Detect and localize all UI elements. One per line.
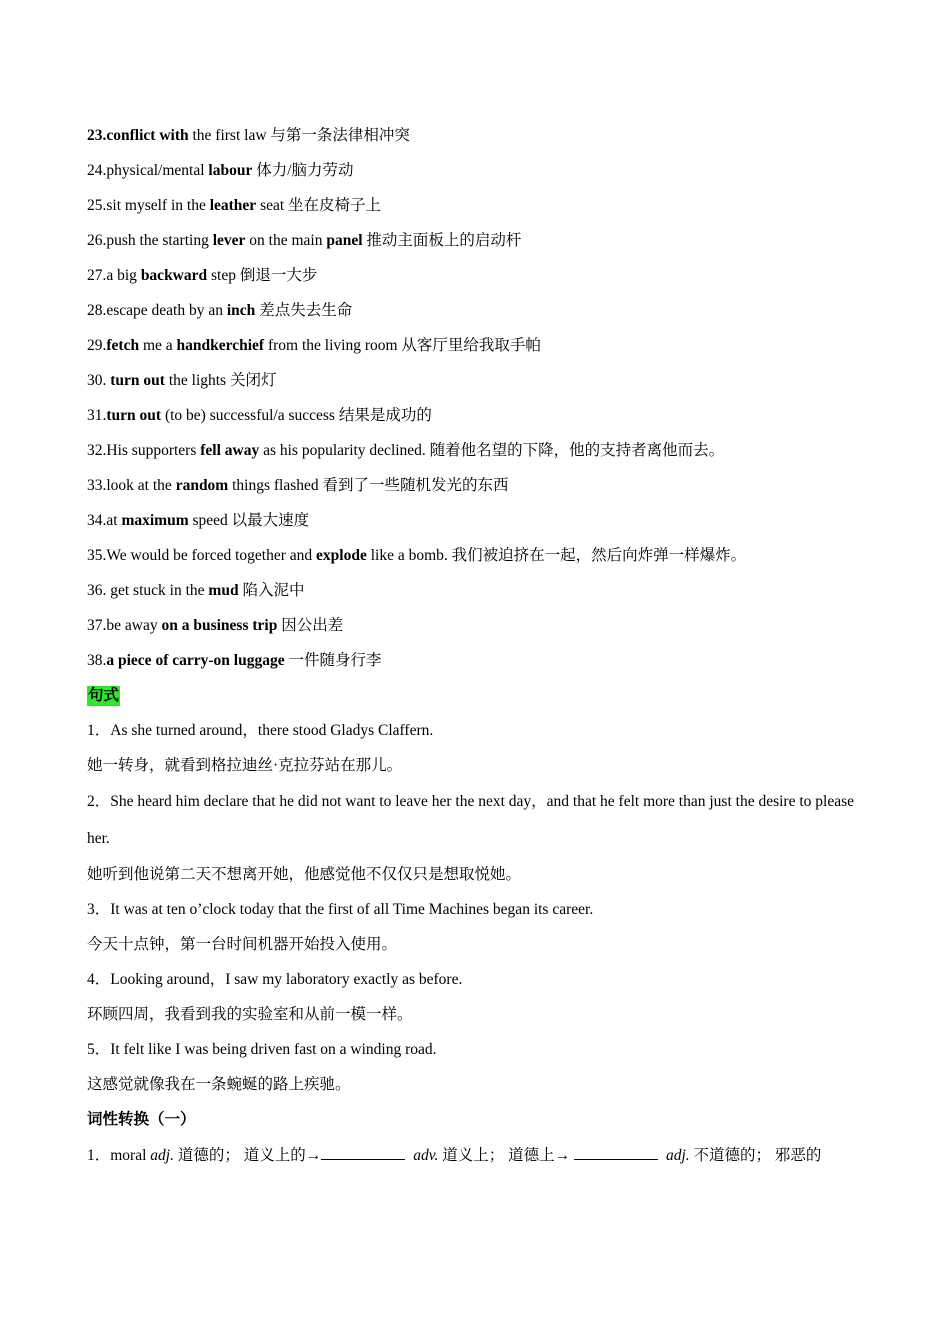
phrase-text: 33.look at the — [87, 477, 176, 494]
phrase-keyword: maximum — [121, 512, 189, 529]
phrase-keyword: turn out — [110, 372, 165, 389]
sentence-en: 5．It felt like I was being driven fast on a winding road. — [87, 1041, 437, 1058]
phrase-keyword: fell away — [200, 442, 260, 459]
phrase-keyword: inch — [226, 302, 256, 319]
wordform-heading: 词性转换（一） — [87, 1111, 196, 1128]
sentence-zh: 这感觉就像我在一条蜿蜒的路上疾驰。 — [87, 1076, 351, 1093]
pos-label: adj. — [150, 1147, 174, 1164]
phrase-keyword: explode — [316, 547, 367, 564]
phrase-keyword: on a business trip — [161, 617, 278, 634]
phrase-item — [87, 608, 867, 643]
phrase-item — [87, 223, 867, 258]
phrase-text: 26.push the starting — [87, 232, 213, 249]
sentences-heading-row — [87, 678, 867, 713]
phrase-text: seat 坐在皮椅子上 — [256, 197, 382, 214]
phrase-text: the lights 关闭灯 — [164, 372, 277, 389]
phrase-text: me a — [139, 337, 177, 354]
phrase-text: step 倒退一大步 — [207, 267, 318, 284]
phrase-text: 28.escape death by an — [87, 302, 227, 319]
sentence-zh: 她听到他说第二天不想离开她，他感觉他不仅仅只是想取悦她。 — [87, 866, 522, 883]
phrase-text: 一件随身行李 — [284, 652, 382, 669]
phrase-keyword: mud — [208, 582, 239, 599]
phrase-text: 27.a big — [87, 267, 141, 284]
sentence-en: 3．It was at ten o’clock today that the first of all Time Machines began its career. — [87, 901, 594, 918]
phrase-text: 差点失去生命 — [255, 302, 353, 319]
phrase-keyword: backward — [140, 267, 208, 284]
phrase-text: 因公出差 — [277, 617, 344, 634]
phrase-keyword: 23. — [87, 127, 107, 144]
sentence-en: 2．She heard him declare that he did not want to leave her the next day，and that he felt more than just the desire to please her. — [87, 793, 854, 847]
wordform-prefix: 1．moral — [87, 1147, 151, 1164]
phrase-keyword: turn out — [106, 407, 162, 424]
phrase-text: 陷入泥中 — [238, 582, 305, 599]
phrase-text: speed 以最大速度 — [188, 512, 310, 529]
phrase-text: as his popularity declined. 随着他名望的下降，他的支持者离他而去。 — [259, 442, 725, 459]
sentences-heading: 句式 — [88, 687, 120, 704]
phrase-keyword: conflict with — [106, 127, 189, 144]
pos-label: adv. — [413, 1147, 439, 1164]
sentence-en: 4．Looking around，I saw my laboratory exactly as before. — [87, 971, 463, 988]
wordform-heading-row — [87, 1102, 867, 1137]
phrase-text: 31. — [87, 407, 107, 424]
pos-label: adj. — [665, 1147, 690, 1164]
phrase-text: 30. — [87, 372, 111, 389]
phrase-keyword: lever — [212, 232, 246, 249]
phrase-keyword: handkerchief — [176, 337, 265, 354]
phrase-text: 推动主面板上的启动杆 — [362, 232, 522, 249]
phrase-text: 36. get stuck in the — [87, 582, 209, 599]
phrase-list — [87, 118, 867, 678]
phrase-text: 34.at — [87, 512, 122, 529]
phrase-item — [87, 468, 867, 503]
phrase-keyword: random — [175, 477, 229, 494]
phrase-item — [87, 573, 867, 608]
sentence-zh: 她一转身，就看到格拉迪丝·克拉芬站在那儿。 — [87, 757, 403, 774]
phrase-text: 25.sit myself in the — [87, 197, 210, 214]
phrase-item — [87, 363, 867, 398]
phrase-item — [87, 538, 867, 573]
fill-blank[interactable] — [574, 1145, 658, 1160]
phrase-text: (to be) successful/a success 结果是成功的 — [161, 407, 432, 424]
phrase-text: 24.physical/mental — [87, 162, 209, 179]
phrase-item — [87, 643, 867, 678]
phrase-item — [87, 153, 867, 188]
phrase-keyword: fetch — [106, 337, 140, 354]
wordform-text: 道义上； 道德上→ — [438, 1147, 574, 1164]
phrase-keyword: panel — [326, 232, 363, 249]
phrase-item — [87, 293, 867, 328]
sentence-list — [87, 713, 867, 1102]
phrase-item — [87, 398, 867, 433]
phrase-item — [87, 503, 867, 538]
phrase-text: 38. — [87, 652, 107, 669]
fill-blank[interactable] — [321, 1145, 405, 1160]
document-page — [87, 118, 867, 1174]
wordform-text: 不道德的； 邪恶的 — [689, 1147, 822, 1164]
sentence-en: 1．As she turned around，there stood Gladys Claffern. — [87, 722, 434, 739]
sentence-zh: 今天十点钟，第一台时间机器开始投入使用。 — [87, 936, 398, 953]
phrase-text: 体力/脑力劳动 — [252, 162, 354, 179]
phrase-text: 32.His supporters — [87, 442, 201, 459]
phrase-text: on the main — [245, 232, 327, 249]
phrase-keyword: labour — [208, 162, 253, 179]
phrase-text: like a bomb. 我们被迫挤在一起，然后向炸弹一样爆炸。 — [366, 547, 747, 564]
wordform-text: 道德的； 道义上的→ — [173, 1147, 322, 1164]
phrase-text: from the living room 从客厅里给我取手帕 — [264, 337, 541, 354]
phrase-item — [87, 328, 867, 363]
phrase-item — [87, 258, 867, 293]
phrase-item — [87, 188, 867, 223]
phrase-text: 29. — [87, 337, 107, 354]
phrase-text: things flashed 看到了一些随机发光的东西 — [228, 477, 509, 494]
phrase-keyword: a piece of carry-on luggage — [106, 652, 285, 669]
phrase-item — [87, 433, 867, 468]
phrase-text: 37.be away — [87, 617, 162, 634]
phrase-text: 35.We would be forced together and — [87, 547, 317, 564]
phrase-text: the first law 与第一条法律相冲突 — [188, 127, 410, 144]
sentence-zh: 环顾四周，我看到我的实验室和从前一模一样。 — [87, 1006, 413, 1023]
phrase-keyword: leather — [209, 197, 257, 214]
wordform-item — [87, 1137, 867, 1174]
phrase-item — [87, 118, 867, 153]
